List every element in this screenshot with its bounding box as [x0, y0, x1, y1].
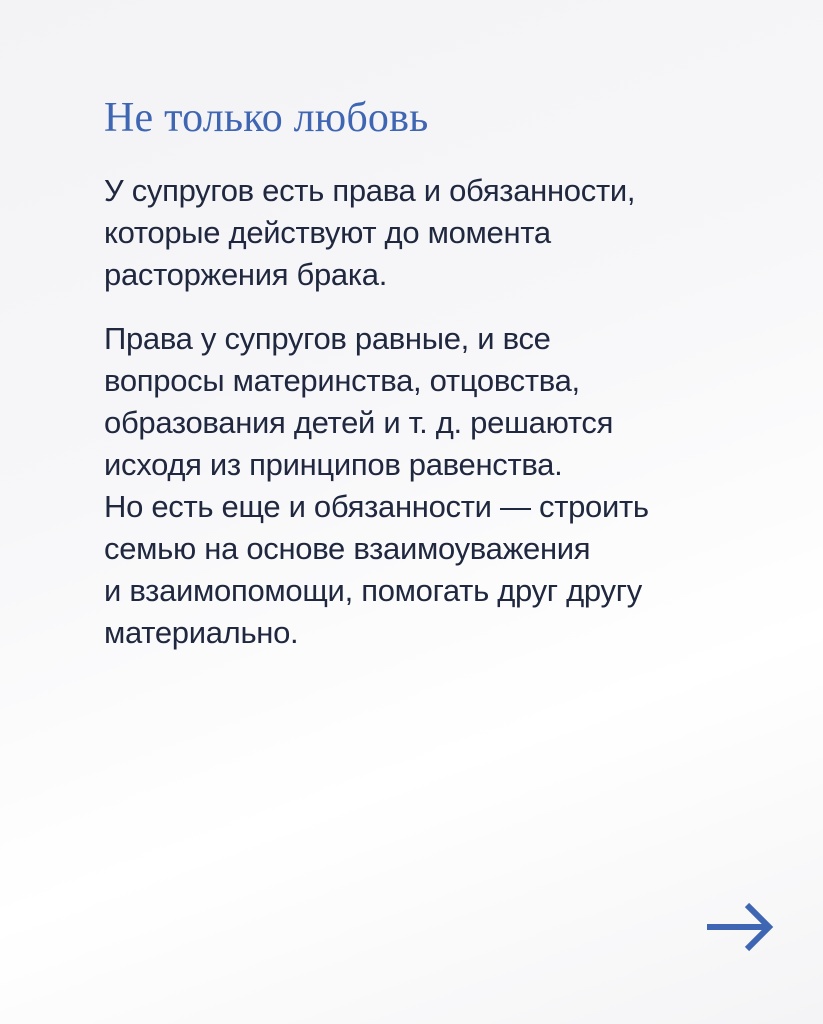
- paragraph-line: семью на основе взаимоуважения: [104, 531, 591, 566]
- paragraph-line: вопросы материнства, отцовства,: [104, 363, 580, 398]
- paragraph-line: исходя из принципов равенства.: [104, 447, 563, 482]
- slide-title: Не только любовь: [104, 95, 429, 141]
- paragraph-line: У супругов есть права и обязанности,: [104, 173, 636, 208]
- paragraph-line: расторжения брака.: [104, 257, 388, 292]
- paragraph-line: и взаимопомощи, помогать друг другу: [104, 573, 642, 608]
- paragraph-line: материально.: [104, 615, 299, 650]
- paragraph-line: которые действуют до момента: [104, 215, 551, 250]
- next-slide-button[interactable]: [703, 900, 775, 954]
- paragraph-rights-duration: [104, 170, 744, 296]
- paragraph-line: Права у супругов равные, и все: [104, 321, 551, 356]
- paragraph-line: Но есть еще и обязанности — строить: [104, 489, 649, 524]
- paragraph-line: образования детей и т. д. решаются: [104, 405, 614, 440]
- paragraph-equal-rights: [104, 318, 744, 654]
- arrow-right-icon: [703, 900, 775, 954]
